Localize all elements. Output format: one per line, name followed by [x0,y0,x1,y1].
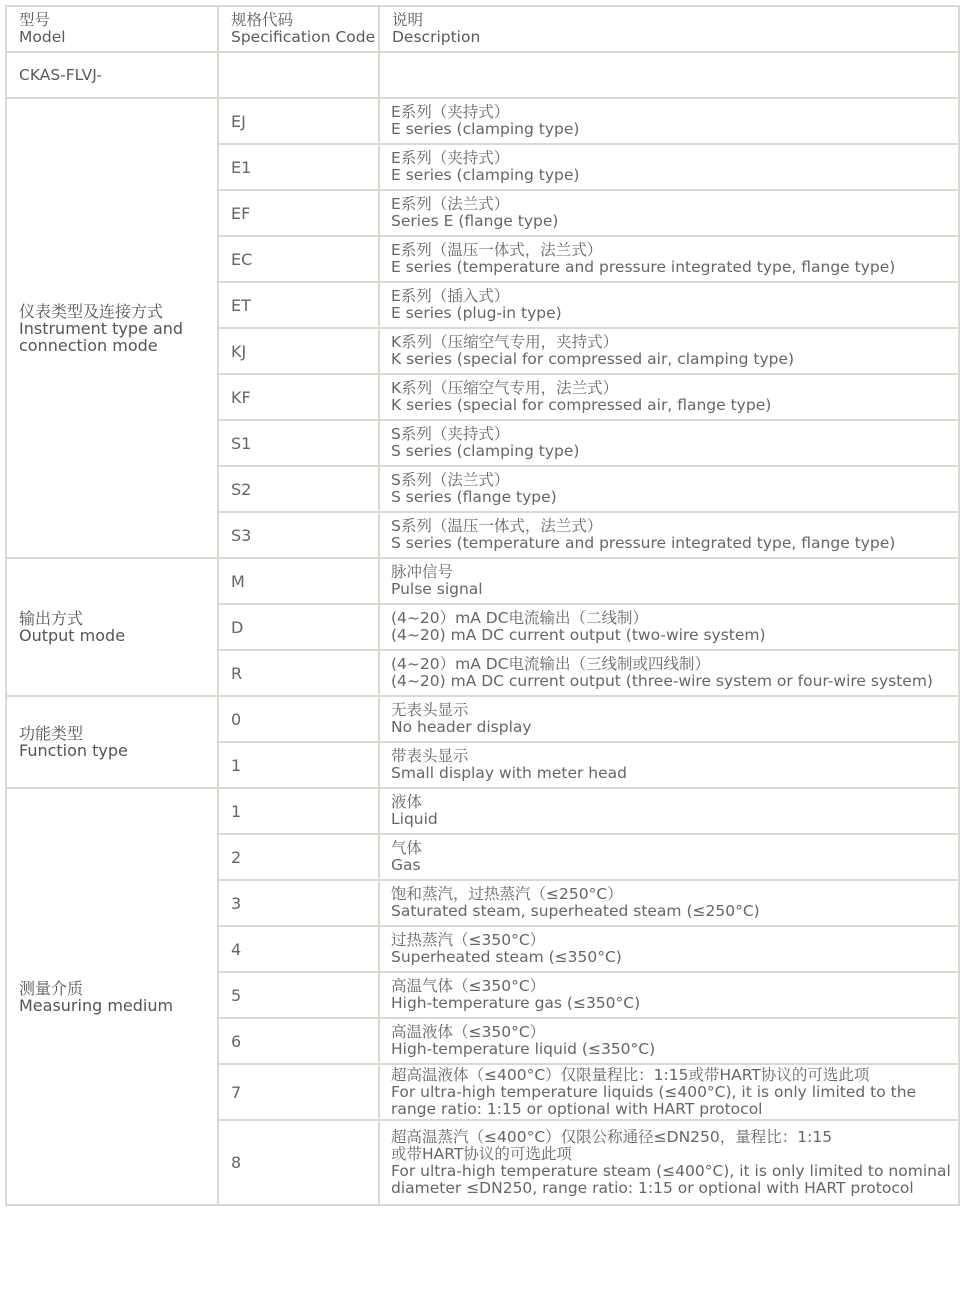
code-cell: ET [218,282,379,328]
section-title-function-type: 功能类型 Function type [6,696,218,788]
code-cell: S2 [218,466,379,512]
desc-cell: 过热蒸汽（≤350°C） Superheated steam (≤350°C) [379,926,959,972]
desc-cell: 带表头显示 Small display with meter head [379,742,959,788]
code-cell: KJ [218,328,379,374]
code-cell: EJ [218,98,379,144]
desc-cell: S系列（法兰式） S series (flange type) [379,466,959,512]
desc-cell: E系列（插入式） E series (plug-in type) [379,282,959,328]
desc-cell: 饱和蒸汽，过热蒸汽（≤250°C） Saturated steam, superheated steam (≤250°C) [379,880,959,926]
table-row [6,696,959,742]
desc-cell: 高温气体（≤350°C） High-temperature gas (≤350°C) [379,972,959,1018]
code-cell: S1 [218,420,379,466]
code-cell: D [218,604,379,650]
model-code-empty [218,52,379,98]
code-cell: 7 [218,1064,379,1120]
desc-cell: E系列（夹持式） E series (clamping type) [379,144,959,190]
table-row [6,98,959,144]
section-title-instrument-type: 仪表类型及连接方式 Instrument type and connection mode [6,98,218,558]
header-model: 型号 Model [6,6,218,52]
code-cell: 8 [218,1120,379,1205]
desc-cell: 超高温蒸汽（≤400°C）仅限公称通径≤DN250，量程比：1:15 或带HART协议的可选此项 For ultra-high temperature steam (≤400°C), it is only limited to nominal diameter ≤DN250, range ratio: 1:15 or optional with HART protocol [379,1120,959,1205]
code-cell: EC [218,236,379,282]
code-cell: 6 [218,1018,379,1064]
header-description: 说明 Description [379,6,959,52]
model-value: CKAS-FLVJ- [6,52,218,98]
section-title-output-mode: 输出方式 Output mode [6,558,218,696]
desc-cell: S系列（夹持式） S series (clamping type) [379,420,959,466]
code-cell: S3 [218,512,379,558]
code-cell: 3 [218,880,379,926]
table-header-row [6,6,959,52]
table-row [6,558,959,604]
desc-cell: E系列（夹持式） E series (clamping type) [379,98,959,144]
desc-cell: (4~20）mA DC电流输出（三线制或四线制） (4~20) mA DC current output (three-wire system or four-wire system) [379,650,959,696]
desc-cell: 无表头显示 No header display [379,696,959,742]
desc-cell: K系列（压缩空气专用，法兰式） K series (special for compressed air, flange type) [379,374,959,420]
code-cell: 0 [218,696,379,742]
desc-cell: 高温液体（≤350°C） High-temperature liquid (≤350°C) [379,1018,959,1064]
code-cell: 5 [218,972,379,1018]
model-selection-table [5,5,960,1206]
desc-cell: S系列（温压一体式，法兰式） S series (temperature and pressure integrated type, flange type) [379,512,959,558]
code-cell: 2 [218,834,379,880]
code-cell: 1 [218,742,379,788]
desc-cell: (4~20）mA DC电流输出（二线制） (4~20) mA DC current output (two-wire system) [379,604,959,650]
section-title-measuring-medium: 测量介质 Measuring medium [6,788,218,1205]
code-cell: 1 [218,788,379,834]
desc-cell: E系列（温压一体式，法兰式） E series (temperature and pressure integrated type, flange type) [379,236,959,282]
code-cell: KF [218,374,379,420]
model-row [6,52,959,98]
model-desc-empty [379,52,959,98]
header-code: 规格代码 Specification Code [218,6,379,52]
desc-cell: 液体 Liquid [379,788,959,834]
code-cell: R [218,650,379,696]
code-cell: M [218,558,379,604]
desc-cell: 脉冲信号 Pulse signal [379,558,959,604]
code-cell: E1 [218,144,379,190]
desc-cell: K系列（压缩空气专用，夹持式） K series (special for compressed air, clamping type) [379,328,959,374]
desc-cell: 气体 Gas [379,834,959,880]
table-row [6,788,959,834]
desc-cell: E系列（法兰式） Series E (flange type) [379,190,959,236]
code-cell: EF [218,190,379,236]
desc-cell: 超高温液体（≤400°C）仅限量程比：1:15或带HART协议的可选此项 For ultra-high temperature liquids (≤400°C), it is only limited to the range ratio: 1:15 or optional with HART protocol [379,1064,959,1120]
code-cell: 4 [218,926,379,972]
